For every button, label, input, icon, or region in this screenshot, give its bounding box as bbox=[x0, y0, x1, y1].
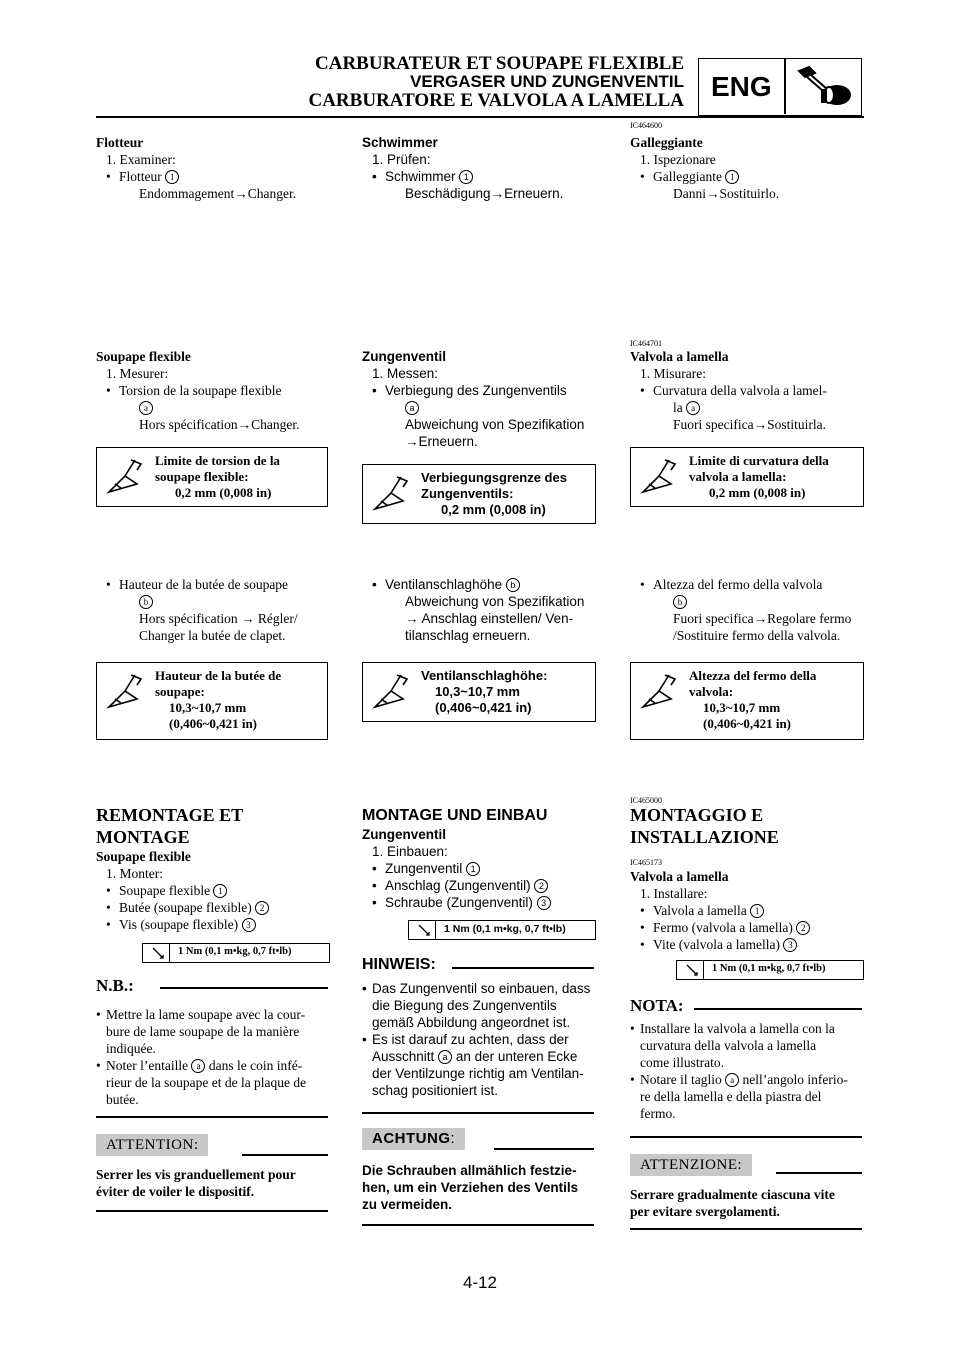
section-soupape: Soupape flexible 1. Mesurer: • Torsion de la soupape flexible a Hors spécification→Changer. bbox=[96, 349, 300, 432]
ref-letter: a bbox=[139, 401, 153, 415]
spec-box-torsion: Limite de torsion de la soupape flexible: 0,2 mm (0,008 in) bbox=[96, 447, 328, 507]
ref-code: IC464701 bbox=[630, 339, 662, 348]
achtung-label: ACHTUNG: bbox=[362, 1128, 465, 1150]
spec-gauge-icon bbox=[371, 471, 413, 513]
heading-flotteur: Flotteur bbox=[96, 135, 144, 150]
header-rule bbox=[96, 116, 864, 118]
torque-wrench-icon bbox=[151, 946, 165, 960]
spec-box-verbiegung: Verbiegungsgrenze des Zungenventils: 0,2 mm (0,008 in) bbox=[362, 464, 596, 524]
torque-wrench-icon bbox=[685, 963, 699, 977]
torque-box-de: 1 Nm (0,1 m•kg, 0,7 ft•lb) bbox=[408, 920, 596, 940]
nota-heading: NOTA: bbox=[630, 996, 684, 1015]
heading-remontage: REMONTAGE ET bbox=[96, 805, 244, 825]
spec-gauge-icon bbox=[639, 454, 681, 496]
torque-box-it: 1 Nm (0,1 m•kg, 0,7 ft•lb) bbox=[676, 960, 864, 980]
spec-gauge-icon bbox=[105, 454, 147, 496]
torque-box-fr: 1 Nm (0,1 m•kg, 0,7 ft•lb) bbox=[142, 943, 330, 963]
spec-box-butee: Hauteur de la butée de soupape: 10,3~10,7 mm (0,406~0,421 in) bbox=[96, 662, 328, 740]
ref-number: 1 bbox=[165, 170, 179, 184]
column-fr: Flotteur 1. Examiner: • Flotteur 1 Endommagement→Changer. bbox=[96, 134, 328, 202]
header-title-fr: CARBURATEUR ET SOUPAPE FLEXIBLE bbox=[315, 53, 684, 74]
ref-code: IC464600 bbox=[630, 121, 662, 130]
page-number: 4-12 bbox=[462, 1273, 498, 1292]
spec-box-fermo: Altezza del fermo della valvola: 10,3~10,7 mm (0,406~0,421 in) bbox=[630, 662, 864, 740]
nota-body: • Installare la valvola a lamella con la curvatura della valvola a lamella come illustrato. • Notare il taglio a nell’angolo inferio- re della lamella e della piastra del fermo. bbox=[630, 1021, 848, 1121]
spec-gauge-icon bbox=[639, 669, 681, 711]
hinweis-body: • Das Zungenventil so einbauen, dass die Biegung des Zungenventils gemäß Abbildung angeordnet ist. • Es ist darauf zu achten, dass der Ausschnitt a an der unteren Ecke der Ventilzunge richtig am Ventilan- schag positioniert ist. bbox=[362, 981, 591, 1098]
hinweis-heading: HINWEIS: bbox=[362, 956, 436, 973]
section-valvola: Valvola a lamella 1. Misurare: • Curvatura della valvola a lamel- la a Fuori specifica→Sostituirla. bbox=[630, 349, 827, 432]
section-zungenventil: Zungenventil 1. Messen: • Verbiegung des Zungenventils a Abweichung von Spezifikation →Erneuern. bbox=[362, 349, 585, 449]
heading-montaggio: MONTAGGIO E bbox=[630, 805, 764, 825]
section-montaggio: MONTAGGIO E INSTALLAZIONE bbox=[630, 804, 862, 848]
header-title-de: VERGASER UND ZUNGENVENTIL bbox=[410, 72, 684, 91]
spec-gauge-icon bbox=[105, 669, 147, 711]
ref-code: IC465173 bbox=[630, 858, 662, 867]
section-montage-de: MONTAGE UND EINBAU Zungenventil 1. Einbauen: • Zungenventil 1 • Anschlag (Zungenventil) 2 • Schraube (Zungenventil) 3 bbox=[362, 806, 594, 911]
nb-heading: N.B.: bbox=[96, 976, 134, 995]
section-butee: • Hauteur de la butée de soupape b Hors spécification → Régler/ Changer la butée de clapet. bbox=[106, 577, 298, 643]
column-de: Schwimmer 1. Prüfen: • Schwimmer 1 Beschädigung→Erneuern. bbox=[362, 135, 564, 201]
attention-body: Serrer les vis granduellement pour éviter de voiler le dispositif. bbox=[96, 1167, 296, 1199]
attention-label: ATTENTION: bbox=[96, 1134, 208, 1156]
nb-body: • Mettre la lame soupape avec la cour- bure de lame soupape de la manière indiquée. • Noter l’entaille a dans le coin infé- rieur de la soupape et de la plaque de butée. bbox=[96, 1007, 307, 1107]
torque-wrench-icon bbox=[417, 923, 431, 937]
heading-montage-de: MONTAGE UND EINBAU bbox=[362, 807, 548, 824]
section-remontage: REMONTAGE ET MONTAGE Soupape flexible 1. Monter: • Soupape flexible 1 • Butée (soupape flexible) 2 • Vis (soupape flexible) 3 bbox=[96, 804, 328, 933]
section-badge bbox=[698, 58, 862, 116]
engine-bolt-icon bbox=[793, 65, 857, 109]
spec-gauge-icon bbox=[371, 669, 413, 711]
column-it: Galleggiante 1. Ispezionare • Galleggiante 1 Danni→Sostituirlo. bbox=[630, 135, 780, 201]
header-title-it: CARBURATORE E VALVOLA A LAMELLA bbox=[308, 90, 684, 111]
spec-box-curvatura: Limite di curvatura della valvola a lamella: 0,2 mm (0,008 in) bbox=[630, 447, 864, 507]
attenzione-label: ATTENZIONE: bbox=[630, 1154, 752, 1176]
section-fermo: • Altezza del fermo della valvola b Fuori specifica→Regolare fermo /Sostituire fermo della valvola. bbox=[640, 577, 852, 643]
spec-box-anschlag: Ventilanschlaghöhe: 10,3~10,7 mm (0,406~0,421 in) bbox=[362, 662, 596, 722]
attenzione-body: Serrare gradualmente ciascuna vite per evitare svergolamenti. bbox=[630, 1187, 835, 1219]
badge-label: ENG bbox=[711, 71, 772, 102]
ref-code: IC465000 bbox=[630, 796, 662, 805]
section-anschlag: • Ventilanschlaghöhe b Abweichung von Spezifikation → Anschlag einstellen/ Ven- tilanschlag erneuern. bbox=[372, 577, 585, 643]
achtung-body: Die Schrauben allmählich festzie- hen, um ein Verziehen des Ventils zu vermeiden. bbox=[362, 1163, 579, 1212]
